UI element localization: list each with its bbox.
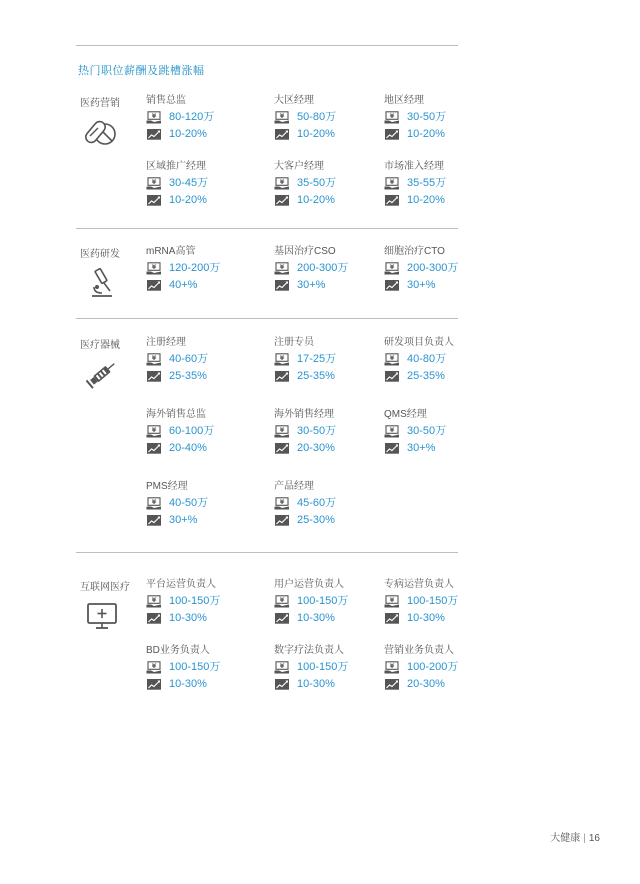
money-hand-icon (274, 111, 290, 124)
page-footer (550, 829, 600, 844)
growth-chart-icon (146, 128, 162, 141)
money-hand-icon (146, 497, 162, 510)
section-divider (76, 318, 458, 319)
salary-range: 30-50万 (407, 425, 447, 437)
raise-range: 30+% (297, 279, 326, 291)
growth-chart-icon (384, 128, 400, 141)
pill-capsule-icon (84, 114, 120, 150)
money-hand-icon (384, 111, 400, 124)
job-title: 用户运营负责人 (274, 579, 344, 590)
growth-chart-icon (274, 194, 290, 207)
salary-range-row (384, 176, 494, 191)
section-divider (76, 228, 458, 229)
svg-text:¥: ¥ (389, 596, 395, 604)
growth-chart-icon (146, 370, 162, 383)
growth-chart-icon (274, 279, 290, 292)
job-title: 销售总监 (146, 95, 186, 106)
job-title: 区域推广经理 (146, 161, 206, 172)
job-title: 市场准入经理 (384, 161, 444, 172)
money-hand-icon (146, 262, 162, 275)
job-entry (384, 644, 494, 692)
salary-range-row (384, 660, 494, 675)
raise-range: 10-30% (407, 612, 445, 624)
raise-range: 20-30% (407, 678, 445, 690)
job-title: 数字疗法负责人 (274, 645, 344, 656)
money-hand-icon (384, 262, 400, 275)
salary-range: 40-60万 (169, 353, 209, 365)
svg-text:¥: ¥ (151, 662, 157, 670)
salary-range: 200-300万 (407, 262, 459, 274)
raise-range-row (146, 369, 256, 384)
syringe-icon (84, 356, 120, 392)
salary-range-row (146, 660, 256, 675)
salary-range: 100-150万 (297, 595, 349, 607)
salary-range-row (146, 424, 256, 439)
growth-chart-icon (384, 612, 400, 625)
salary-range-row (146, 261, 256, 276)
money-hand-icon (274, 595, 290, 608)
salary-range: 60-100万 (169, 425, 215, 437)
salary-range-row (146, 594, 256, 609)
salary-range: 100-200万 (407, 661, 459, 673)
salary-range: 30-50万 (407, 111, 447, 123)
job-title: 基因治疗CSO (274, 246, 336, 257)
svg-text:¥: ¥ (279, 178, 285, 186)
raise-range: 10-30% (297, 612, 335, 624)
money-hand-icon (146, 177, 162, 190)
raise-range: 25-35% (169, 370, 207, 382)
job-entry (146, 408, 256, 456)
svg-text:¥: ¥ (279, 354, 285, 362)
monitor-plus-icon (84, 598, 120, 634)
section-label: 医药研发 (80, 249, 120, 260)
growth-chart-icon (274, 370, 290, 383)
salary-range: 40-50万 (169, 497, 209, 509)
job-title: 大区经理 (274, 95, 314, 106)
salary-range-row (274, 110, 384, 125)
raise-range: 20-30% (297, 442, 335, 454)
salary-range-row (274, 660, 384, 675)
raise-range: 10-20% (169, 128, 207, 140)
svg-text:¥: ¥ (279, 498, 285, 506)
salary-range: 100-150万 (297, 661, 349, 673)
raise-range-row (274, 611, 384, 626)
money-hand-icon (146, 425, 162, 438)
money-hand-icon (384, 177, 400, 190)
raise-range-row (274, 369, 384, 384)
job-entry (384, 578, 494, 626)
svg-text:¥: ¥ (389, 354, 395, 362)
job-title: 产品经理 (274, 481, 314, 492)
page-title: 热门职位薪酬及跳槽涨幅 (78, 65, 205, 77)
money-hand-icon (274, 497, 290, 510)
svg-text:¥: ¥ (279, 263, 285, 271)
svg-text:¥: ¥ (389, 178, 395, 186)
raise-range-row (146, 677, 256, 692)
raise-range-row (274, 127, 384, 142)
raise-range: 30+% (407, 279, 436, 291)
footer-separator: | (583, 833, 586, 844)
job-title: 海外销售总监 (146, 409, 206, 420)
job-title: 营销业务负责人 (384, 645, 454, 656)
raise-range: 30+% (169, 514, 198, 526)
salary-range: 35-50万 (297, 177, 337, 189)
salary-range: 17-25万 (297, 353, 337, 365)
growth-chart-icon (274, 514, 290, 527)
raise-range: 10-20% (407, 128, 445, 140)
salary-range: 30-45万 (169, 177, 209, 189)
salary-range-row (146, 110, 256, 125)
money-hand-icon (384, 661, 400, 674)
section-label: 医疗器械 (80, 340, 120, 351)
svg-text:¥: ¥ (151, 426, 157, 434)
raise-range: 10-30% (169, 612, 207, 624)
svg-text:¥: ¥ (389, 426, 395, 434)
job-entry (384, 160, 494, 208)
salary-range: 50-80万 (297, 111, 337, 123)
raise-range: 10-20% (297, 194, 335, 206)
job-entry (146, 160, 256, 208)
raise-range-row (274, 441, 384, 456)
salary-range-row (146, 176, 256, 191)
salary-range-row (384, 110, 494, 125)
svg-text:¥: ¥ (279, 426, 285, 434)
job-entry (384, 336, 494, 384)
svg-text:¥: ¥ (389, 263, 395, 271)
job-title: 细胞治疗CTO (384, 246, 445, 257)
job-title: QMS经理 (384, 409, 427, 420)
money-hand-icon (274, 661, 290, 674)
svg-text:¥: ¥ (151, 354, 157, 362)
svg-text:¥: ¥ (151, 498, 157, 506)
raise-range-row (146, 513, 256, 528)
svg-text:¥: ¥ (151, 112, 157, 120)
job-entry (274, 336, 384, 384)
job-entry (274, 644, 384, 692)
svg-text:¥: ¥ (279, 662, 285, 670)
salary-range-row (384, 424, 494, 439)
growth-chart-icon (384, 678, 400, 691)
raise-range-row (146, 611, 256, 626)
section-label: 互联网医疗 (80, 582, 130, 593)
raise-range-row (384, 127, 494, 142)
salary-range-row (384, 352, 494, 367)
money-hand-icon (384, 425, 400, 438)
salary-range: 100-150万 (169, 661, 221, 673)
svg-text:¥: ¥ (389, 112, 395, 120)
money-hand-icon (146, 595, 162, 608)
salary-range-row (384, 261, 494, 276)
job-entry (146, 480, 256, 528)
salary-range-row (274, 594, 384, 609)
job-entry (384, 94, 494, 142)
money-hand-icon (274, 177, 290, 190)
raise-range: 10-20% (407, 194, 445, 206)
money-hand-icon (146, 353, 162, 366)
salary-range-row (146, 496, 256, 511)
job-entry (274, 160, 384, 208)
raise-range: 20-40% (169, 442, 207, 454)
svg-text:¥: ¥ (151, 596, 157, 604)
raise-range-row (274, 278, 384, 293)
growth-chart-icon (274, 442, 290, 455)
job-entry (384, 245, 494, 293)
salary-range-row (274, 496, 384, 511)
money-hand-icon (384, 595, 400, 608)
job-title: mRNA高管 (146, 246, 196, 257)
job-entry (274, 578, 384, 626)
growth-chart-icon (274, 678, 290, 691)
raise-range-row (384, 611, 494, 626)
job-title: BD业务负责人 (146, 645, 210, 656)
salary-range-row (274, 352, 384, 367)
raise-range: 25-35% (407, 370, 445, 382)
raise-range-row (274, 677, 384, 692)
growth-chart-icon (384, 194, 400, 207)
salary-range: 35-55万 (407, 177, 447, 189)
raise-range-row (384, 677, 494, 692)
section-label: 医药营销 (80, 98, 120, 109)
salary-range-row (274, 424, 384, 439)
raise-range: 25-30% (297, 514, 335, 526)
growth-chart-icon (274, 128, 290, 141)
job-title: 平台运营负责人 (146, 579, 216, 590)
job-title: 研发项目负责人 (384, 337, 454, 348)
salary-range: 40-80万 (407, 353, 447, 365)
raise-range-row (384, 278, 494, 293)
raise-range-row (274, 193, 384, 208)
job-entry (146, 94, 256, 142)
job-title: 注册经理 (146, 337, 186, 348)
raise-range-row (146, 278, 256, 293)
salary-range: 45-60万 (297, 497, 337, 509)
money-hand-icon (146, 111, 162, 124)
salary-range-row (274, 176, 384, 191)
job-entry (274, 245, 384, 293)
job-entry (146, 578, 256, 626)
money-hand-icon (384, 353, 400, 366)
growth-chart-icon (146, 514, 162, 527)
salary-range: 100-150万 (407, 595, 459, 607)
raise-range-row (384, 193, 494, 208)
salary-range-row (146, 352, 256, 367)
raise-range: 10-20% (169, 194, 207, 206)
growth-chart-icon (274, 612, 290, 625)
raise-range: 10-20% (297, 128, 335, 140)
growth-chart-icon (146, 194, 162, 207)
job-entry (274, 480, 384, 528)
job-title: 专病运营负责人 (384, 579, 454, 590)
salary-range: 30-50万 (297, 425, 337, 437)
money-hand-icon (146, 661, 162, 674)
raise-range: 40+% (169, 279, 198, 291)
job-title: 海外销售经理 (274, 409, 334, 420)
job-title: 地区经理 (384, 95, 424, 106)
salary-range: 200-300万 (297, 262, 349, 274)
svg-text:¥: ¥ (279, 596, 285, 604)
job-entry (146, 644, 256, 692)
salary-range: 120-200万 (169, 262, 221, 274)
microscope-icon (84, 265, 120, 301)
raise-range-row (146, 441, 256, 456)
svg-text:¥: ¥ (151, 178, 157, 186)
top-divider (76, 45, 458, 46)
salary-range-row (274, 261, 384, 276)
growth-chart-icon (384, 370, 400, 383)
raise-range-row (384, 369, 494, 384)
money-hand-icon (274, 425, 290, 438)
raise-range: 10-30% (297, 678, 335, 690)
growth-chart-icon (384, 279, 400, 292)
job-entry (274, 94, 384, 142)
salary-range-row (384, 594, 494, 609)
svg-text:¥: ¥ (389, 662, 395, 670)
raise-range-row (274, 513, 384, 528)
raise-range-row (146, 127, 256, 142)
raise-range: 10-30% (169, 678, 207, 690)
raise-range-row (384, 441, 494, 456)
footer-label: 大健康 (550, 833, 581, 844)
section-divider (76, 552, 458, 553)
money-hand-icon (274, 262, 290, 275)
money-hand-icon (274, 353, 290, 366)
raise-range: 25-35% (297, 370, 335, 382)
salary-range: 100-150万 (169, 595, 221, 607)
growth-chart-icon (384, 442, 400, 455)
salary-range: 80-120万 (169, 111, 215, 123)
job-entry (146, 245, 256, 293)
page-number: 16 (588, 833, 600, 844)
job-entry (384, 408, 494, 456)
raise-range-row (146, 193, 256, 208)
growth-chart-icon (146, 678, 162, 691)
growth-chart-icon (146, 442, 162, 455)
growth-chart-icon (146, 279, 162, 292)
raise-range: 30+% (407, 442, 436, 454)
growth-chart-icon (146, 612, 162, 625)
job-entry (146, 336, 256, 384)
svg-text:¥: ¥ (279, 112, 285, 120)
job-title: 注册专员 (274, 337, 314, 348)
job-entry (274, 408, 384, 456)
svg-text:¥: ¥ (151, 263, 157, 271)
job-title: 大客户经理 (274, 161, 324, 172)
job-title: PMS经理 (146, 481, 188, 492)
